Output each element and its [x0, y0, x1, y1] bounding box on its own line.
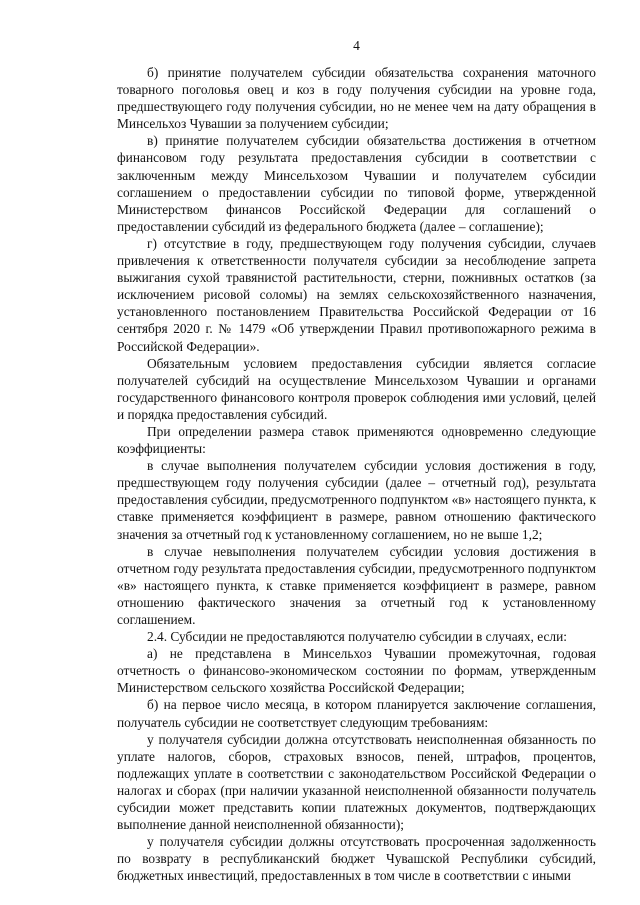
paragraph-4: Обязательным условием предоставления субсидии является согласие получателей субсидий на осуществление Минсельхозом Чувашии и органами государственного финансового контроля проверок соблюдения ими условий, целей и порядка предоставления субсидий. — [117, 355, 596, 422]
paragraph-6: в случае выполнения получателем субсидии условия достижения в году, предшествующем году получения субсидии (далее – отчетный год), результата предоставления субсидии, предусмотренного подпунктом «в» настоящего пункта, к ставке применяется коэффициент в размере, равном отношению фактического значения за отчетный год к установленному соглашением, но не выше 1,2; — [117, 458, 596, 542]
paragraph-7: в случае невыполнения получателем субсидии условия достижения в отчетном году результата предоставления субсидии, предусмотренного подпунктом «в» настоящего пункта, к ставке применяется коэффициент в размере, равном отношению фактического значения за отчетный год к установленному соглашением. — [117, 543, 596, 627]
paragraph-5: При определении размера ставок применяются одновременно следующие коэффициенты: — [117, 423, 596, 457]
paragraph-1: б) принятие получателем субсидии обязательства сохранения маточного товарного поголовья овец и коз в году получения субсидии на уровне года, предшествующего году получения субсидии, но не менее чем на дату обращения в Минсельхоз Чувашии за получением субсидии; — [117, 65, 596, 132]
paragraph-3: г) отсутствие в году, предшествующем году получения субсидии, случаев привлечения к ответственности получателя субсидии за несоблюдение запрета выжигания сухой травянистой растительности, стерни, пожнивных остатков (за исключением рисовой соломы) на землях сельскохозяйственного назначения, установленного постановлением Правительства Российской Федерации от 16 сентября 2020 г. № 1479 «Об утверждении Правил противопожарного режима в Российской Федерации». — [117, 235, 596, 354]
paragraph-12: у получателя субсидии должны отсутствовать просроченная задолженность по возврату в республиканский бюджет Чувашской Республики субсидий, бюджетных инвестиций, предоставленных в том числе в соответствии с иными — [117, 834, 596, 884]
paragraph-11: у получателя субсидии должна отсутствовать неисполненная обязанность по уплате налогов, сборов, страховых взносов, пеней, штрафов, процентов, подлежащих уплате в соответствии с законодательством Российской Федерации о налогах и сборах (при наличии указанной неисполненной обязанности получатель субсидии может представить копии платежных документов, подтверждающих выполнение данной неисполненной обязанности); — [117, 731, 596, 833]
page-number: 4 — [353, 38, 360, 53]
paragraph-2: в) принятие получателем субсидии обязательства достижения в отчетном финансовом году результата предоставления субсидии в соответствии с заключенным между Минсельхозом Чувашии и получателем субсидии соглашением о предоставлении субсидии по типовой форме, утвержденной Министерством финансов Российской Федерации для соглашений о предоставлении субсидий из федерального бюджета (далее – соглашение); — [117, 133, 596, 234]
paragraph-8: 2.4. Субсидии не предоставляются получателю субсидии в случаях, если: — [147, 629, 568, 645]
paragraph-10: б) на первое число месяца, в котором планируется заключение соглашения, получатель субсидии не соответствует следующим требованиям: — [117, 697, 596, 730]
paragraph-9: а) не представлена в Минсельхоз Чувашии промежуточная, годовая отчетность о финансово-экономическом состоянии по формам, утвержденным Министерством сельского хозяйства Российской Федерации; — [117, 646, 596, 696]
